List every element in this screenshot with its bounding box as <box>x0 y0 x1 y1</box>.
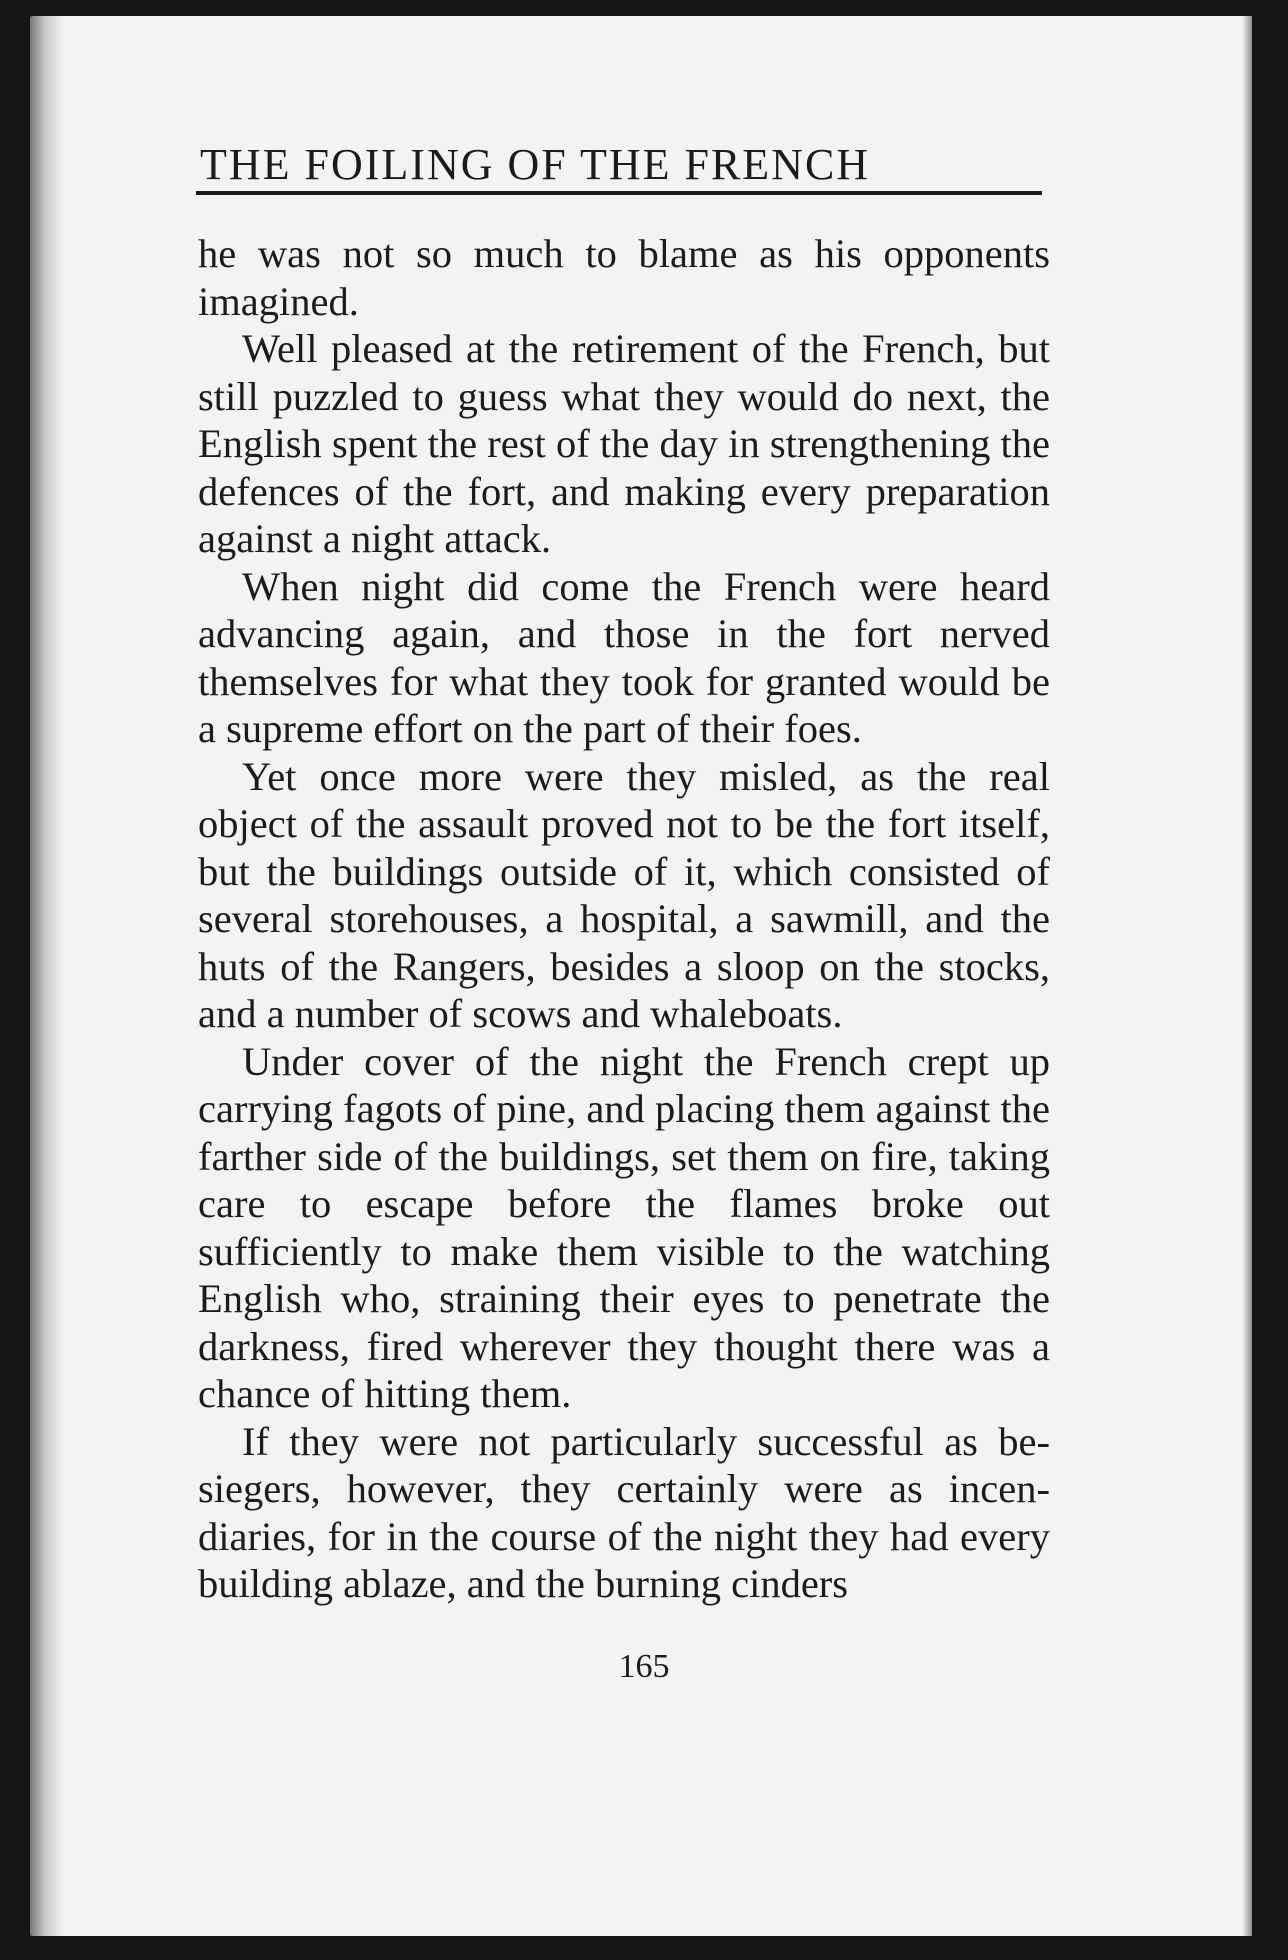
running-head: THE FOILING OF THE FRENCH <box>200 140 871 189</box>
paragraph: Well pleased at the retirement of the French, but still puzzled to guess what they would do next, the English spent the rest of the day in strengthening the defences of the fort, and making every preparation against a night attack. <box>198 326 1050 561</box>
header-rule <box>196 191 1042 195</box>
page-number: 165 <box>618 1648 670 1685</box>
body-text <box>198 230 1050 1608</box>
paragraph: If they were not particularly successful as besiegers, however, they certainly were as incendiaries, for in the course of the night they had every building ablaze, and the burning cinders <box>198 1418 1050 1606</box>
paragraph: Under cover of the night the French crept up carrying fagots of pine, and placing them against the farther side of the buildings, set them on fire, taking care to escape before the flames broke out sufficiently to make them visible to the watching English who, straining their eyes to penetrate the darkness, fired wherever they thought there was a chance of hitting them. <box>198 1038 1050 1416</box>
paragraph: Yet once more were they misled, as the real object of the assault proved not to be the fort itself, but the buildings outside of it, which consisted of several storehouses, a hospital, a sawmill, and the huts of the Rangers, besides a sloop on the stocks, and a number of scows and whaleboats. <box>198 753 1050 1036</box>
paragraph-continued: he was not so much to blame as his opponents imagined. <box>198 231 1050 324</box>
paragraph: When night did come the French were heard advancing again, and those in the fort nerved themselves for what they took for granted would be a supreme effort on the part of their foes. <box>198 563 1050 751</box>
